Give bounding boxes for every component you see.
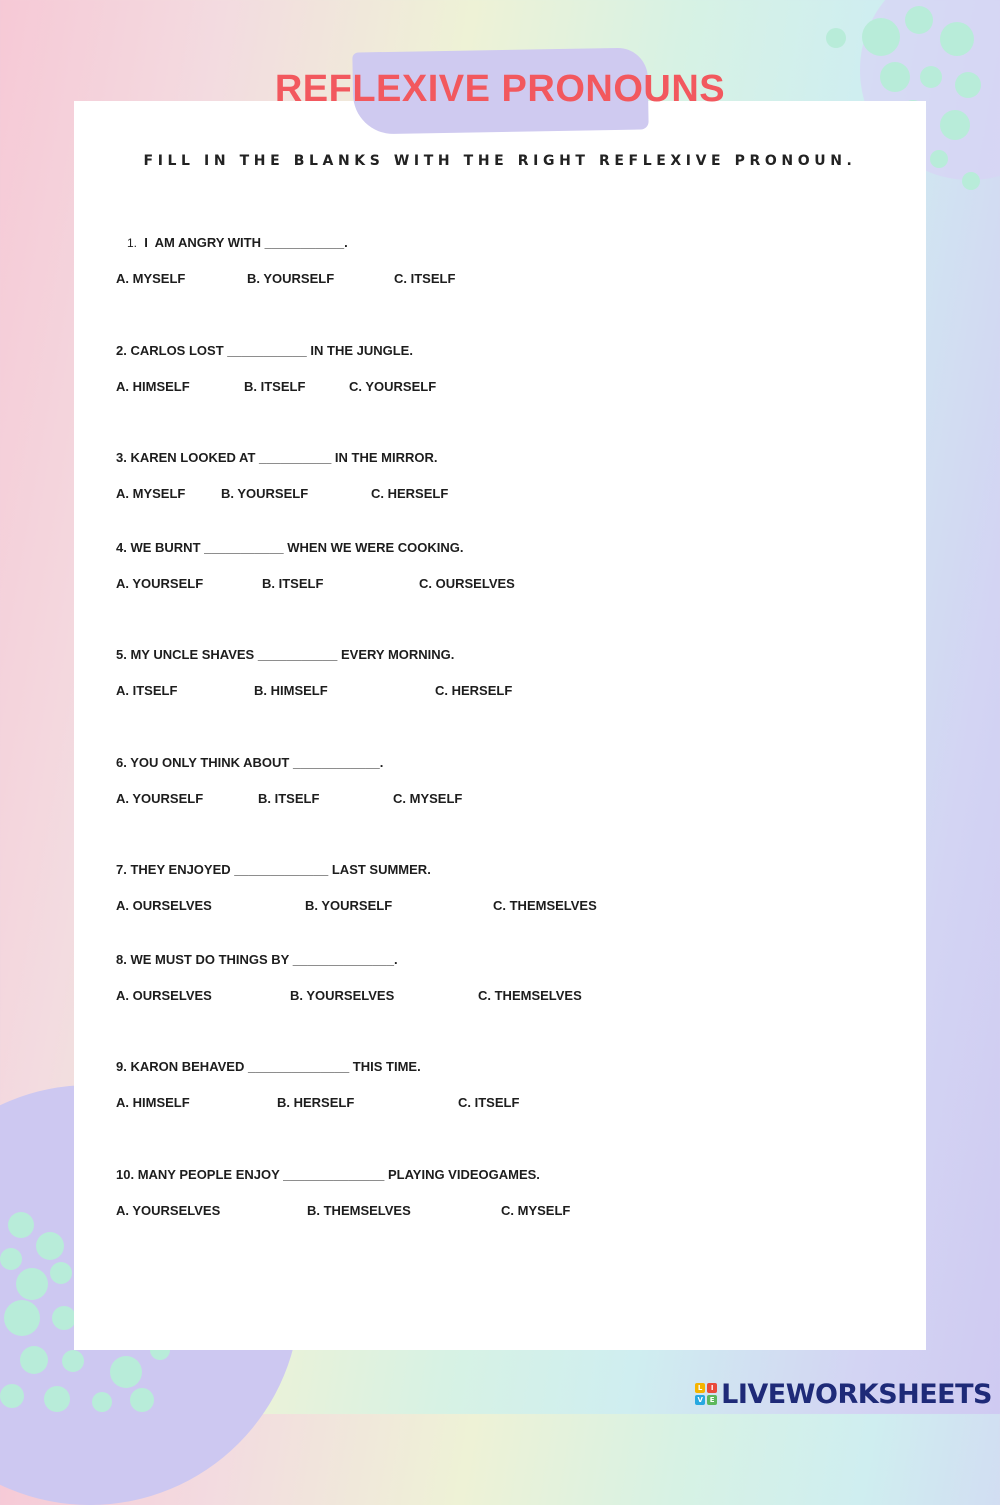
answer-option[interactable]: C. MYSELF: [501, 1203, 571, 1218]
answer-option[interactable]: B. ITSELF: [244, 379, 306, 394]
answer-option[interactable]: C. HERSELF: [371, 486, 449, 501]
answer-option[interactable]: B. YOURSELF: [305, 898, 393, 913]
question-text: CARLOS LOST ___________ IN THE JUNGLE.: [130, 343, 413, 358]
question-number: 7.: [116, 862, 127, 877]
answer-option[interactable]: B. ITSELF: [258, 791, 320, 806]
answer-option[interactable]: A. OURSELVES: [116, 988, 212, 1003]
question-text: WE BURNT ___________ WHEN WE WERE COOKING.: [130, 540, 464, 555]
logo-mark-icon: L I V E: [695, 1383, 717, 1405]
question-number: 6.: [116, 755, 127, 770]
question-number: 2.: [116, 343, 127, 358]
answer-option[interactable]: B. HIMSELF: [254, 683, 328, 698]
answer-option[interactable]: A. YOURSELF: [116, 576, 204, 591]
question-text: MANY PEOPLE ENJOY ______________ PLAYING VIDEOGAMES.: [137, 1167, 540, 1182]
question-6: [116, 755, 383, 770]
question-number: 5.: [116, 647, 127, 662]
answer-option[interactable]: A. MYSELF: [116, 271, 186, 286]
instructions: FILL IN THE BLANKS WITH THE RIGHT REFLEXIVE PRONOUN.: [143, 153, 857, 169]
answer-option[interactable]: B. YOURSELVES: [290, 988, 395, 1003]
question-number: 8.: [116, 952, 127, 967]
answer-option[interactable]: C. ITSELF: [458, 1095, 520, 1110]
answer-option[interactable]: C. ITSELF: [394, 271, 456, 286]
page-title: REFLEXIVE PRONOUNS: [274, 68, 726, 110]
answer-option[interactable]: A. HIMSELF: [116, 1095, 190, 1110]
question-5: [116, 647, 454, 662]
answer-option[interactable]: B. YOURSELF: [247, 271, 335, 286]
answer-option[interactable]: B. HERSELF: [277, 1095, 355, 1110]
question-number: 3.: [116, 450, 127, 465]
answer-option[interactable]: A. YOURSELF: [116, 791, 204, 806]
answer-option[interactable]: B. YOURSELF: [221, 486, 309, 501]
question-text: KARON BEHAVED ______________ THIS TIME.: [130, 1059, 421, 1074]
question-3: [116, 450, 438, 465]
question-9: [116, 1059, 421, 1074]
worksheet-sheet: [74, 101, 926, 1350]
answer-option[interactable]: C. THEMSELVES: [493, 898, 597, 913]
question-text: THEY ENJOYED _____________ LAST SUMMER.: [130, 862, 431, 877]
question-text: YOU ONLY THINK ABOUT ____________.: [130, 755, 384, 770]
brand-name: LIVEWORKSHEETS: [721, 1378, 992, 1410]
answer-option[interactable]: B. ITSELF: [262, 576, 324, 591]
answer-option[interactable]: C. HERSELF: [435, 683, 513, 698]
question-7: [116, 862, 431, 877]
question-number: 1.: [127, 236, 138, 250]
answer-option[interactable]: C. YOURSELF: [349, 379, 437, 394]
answer-option[interactable]: B. THEMSELVES: [307, 1203, 411, 1218]
question-1: [127, 235, 348, 250]
question-2: [116, 343, 413, 358]
question-text: I AM ANGRY WITH ___________.: [144, 235, 348, 250]
question-text: KAREN LOOKED AT __________ IN THE MIRROR.: [130, 450, 438, 465]
question-text: MY UNCLE SHAVES ___________ EVERY MORNING.: [130, 647, 455, 662]
answer-option[interactable]: A. YOURSELVES: [116, 1203, 221, 1218]
liveworksheets-logo: [695, 1380, 992, 1408]
answer-option[interactable]: C. THEMSELVES: [478, 988, 582, 1003]
answer-option[interactable]: C. OURSELVES: [419, 576, 515, 591]
question-number: 10.: [116, 1167, 135, 1182]
question-number: 9.: [116, 1059, 127, 1074]
question-4: [116, 540, 464, 555]
question-8: [116, 952, 398, 967]
answer-option[interactable]: A. OURSELVES: [116, 898, 212, 913]
question-10: [116, 1167, 540, 1182]
answer-option[interactable]: A. ITSELF: [116, 683, 178, 698]
answer-option[interactable]: A. HIMSELF: [116, 379, 190, 394]
answer-option[interactable]: A. MYSELF: [116, 486, 186, 501]
question-text: WE MUST DO THINGS BY ______________.: [130, 952, 398, 967]
answer-option[interactable]: C. MYSELF: [393, 791, 463, 806]
question-number: 4.: [116, 540, 127, 555]
